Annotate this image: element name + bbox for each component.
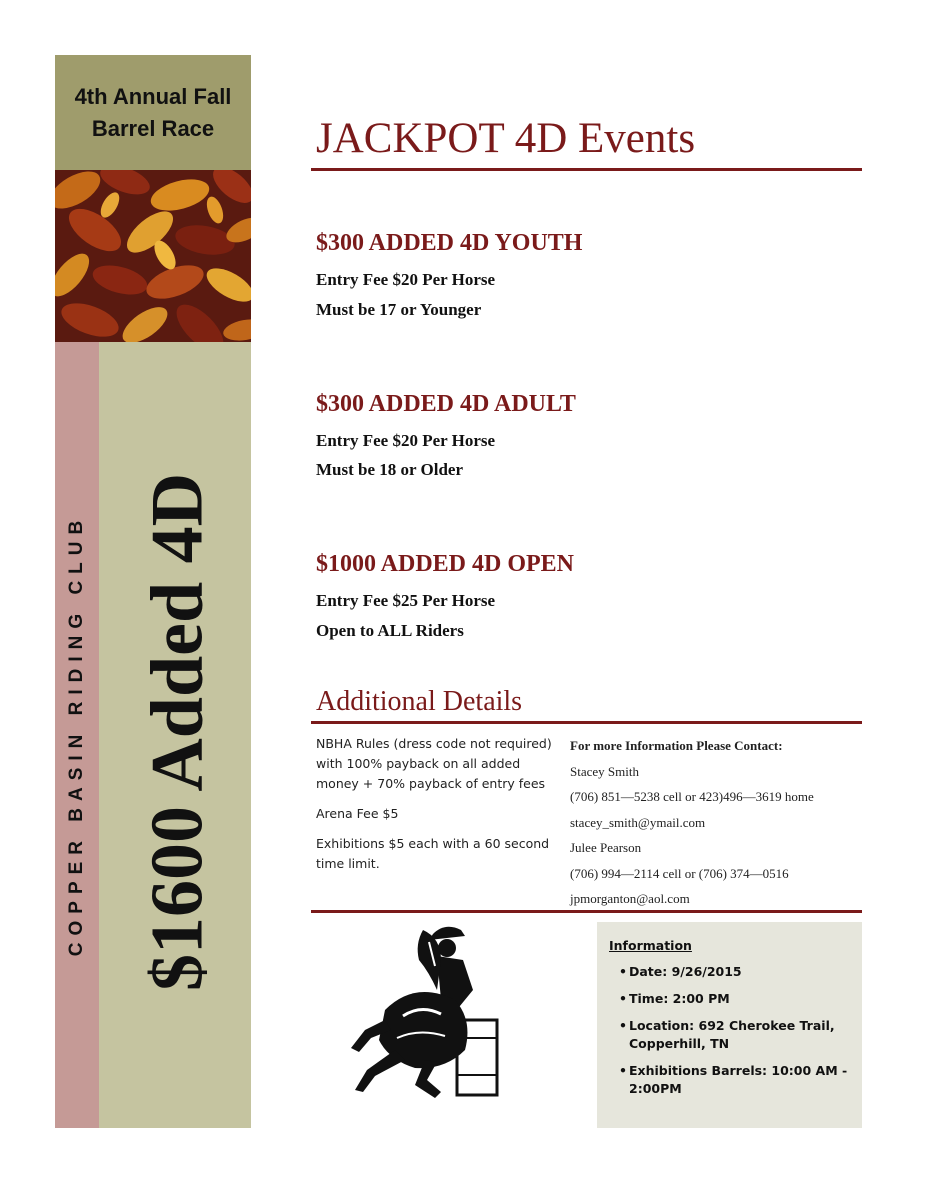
rules-payback: NBHA Rules (dress code not required) with 100% payback on all added money + 70% payback of entry fees [316,736,552,791]
rules-exhibitions: Exhibitions $5 each with a 60 second time limit. [316,836,550,871]
info-heading: Information [609,938,692,953]
info-date: • Date: 9/26/2015 [619,963,852,981]
bottom-divider [311,910,862,913]
title-divider [311,168,862,171]
banner-title-line2: Barrel Race [91,115,215,141]
autumn-leaves-image [55,170,251,342]
event-youth-eligibility: Must be 17 or Younger [316,300,482,319]
info-list [609,963,852,1098]
contact-name: Stacey Smith [570,763,639,779]
contact-heading: For more Information Please Contact: [570,738,783,753]
rules-column [316,734,556,884]
contact-name: Julee Pearson [570,840,642,855]
banner-title-line1: 4th Annual Fall [74,83,232,109]
info-time: • Time: 2:00 PM [619,990,852,1008]
club-name: COPPER BASIN RIDING CLUB [66,513,87,957]
event-open-title: $1000 ADDED 4D OPEN [316,551,575,577]
contact-column [570,738,870,917]
event-open-fee: Entry Fee $25 Per Horse [316,591,496,610]
details-divider [311,721,862,724]
info-exhibitions: • Exhibitions Barrels: 10:00 AM - 2:00PM [619,1062,852,1098]
info-location: • Location: 692 Cherokee Trail, Copperhill, TN [619,1017,852,1053]
event-youth-title: $300 ADDED 4D YOUTH [316,230,583,256]
banner-title [55,55,251,170]
event-adult-title: $300 ADDED 4D ADULT [316,391,576,417]
contact-email[interactable]: jpmorganton@aol.com [570,891,690,906]
rules-arena-fee: Arena Fee $5 [316,806,399,821]
event-open-eligibility: Open to ALL Riders [316,621,464,640]
barrel-racer-silhouette [345,920,505,1100]
event-youth-fee: Entry Fee $20 Per Horse [316,270,496,289]
contact-email[interactable]: stacey_smith@ymail.com [570,814,706,830]
added-amount-headline: $1600 Added 4D [136,472,219,992]
contact-phone: (706) 994—2114 cell or (706) 374—0516 [570,865,789,881]
details-title: Additional Details [316,686,523,717]
event-adult-fee: Entry Fee $20 Per Horse [316,431,496,450]
info-box [597,922,862,1128]
contact-phone: (706) 851—5238 cell or 423)496—3619 home [570,789,814,804]
page-title: JACKPOT 4D Events [316,115,696,162]
event-adult-eligibility: Must be 18 or Older [316,460,464,479]
